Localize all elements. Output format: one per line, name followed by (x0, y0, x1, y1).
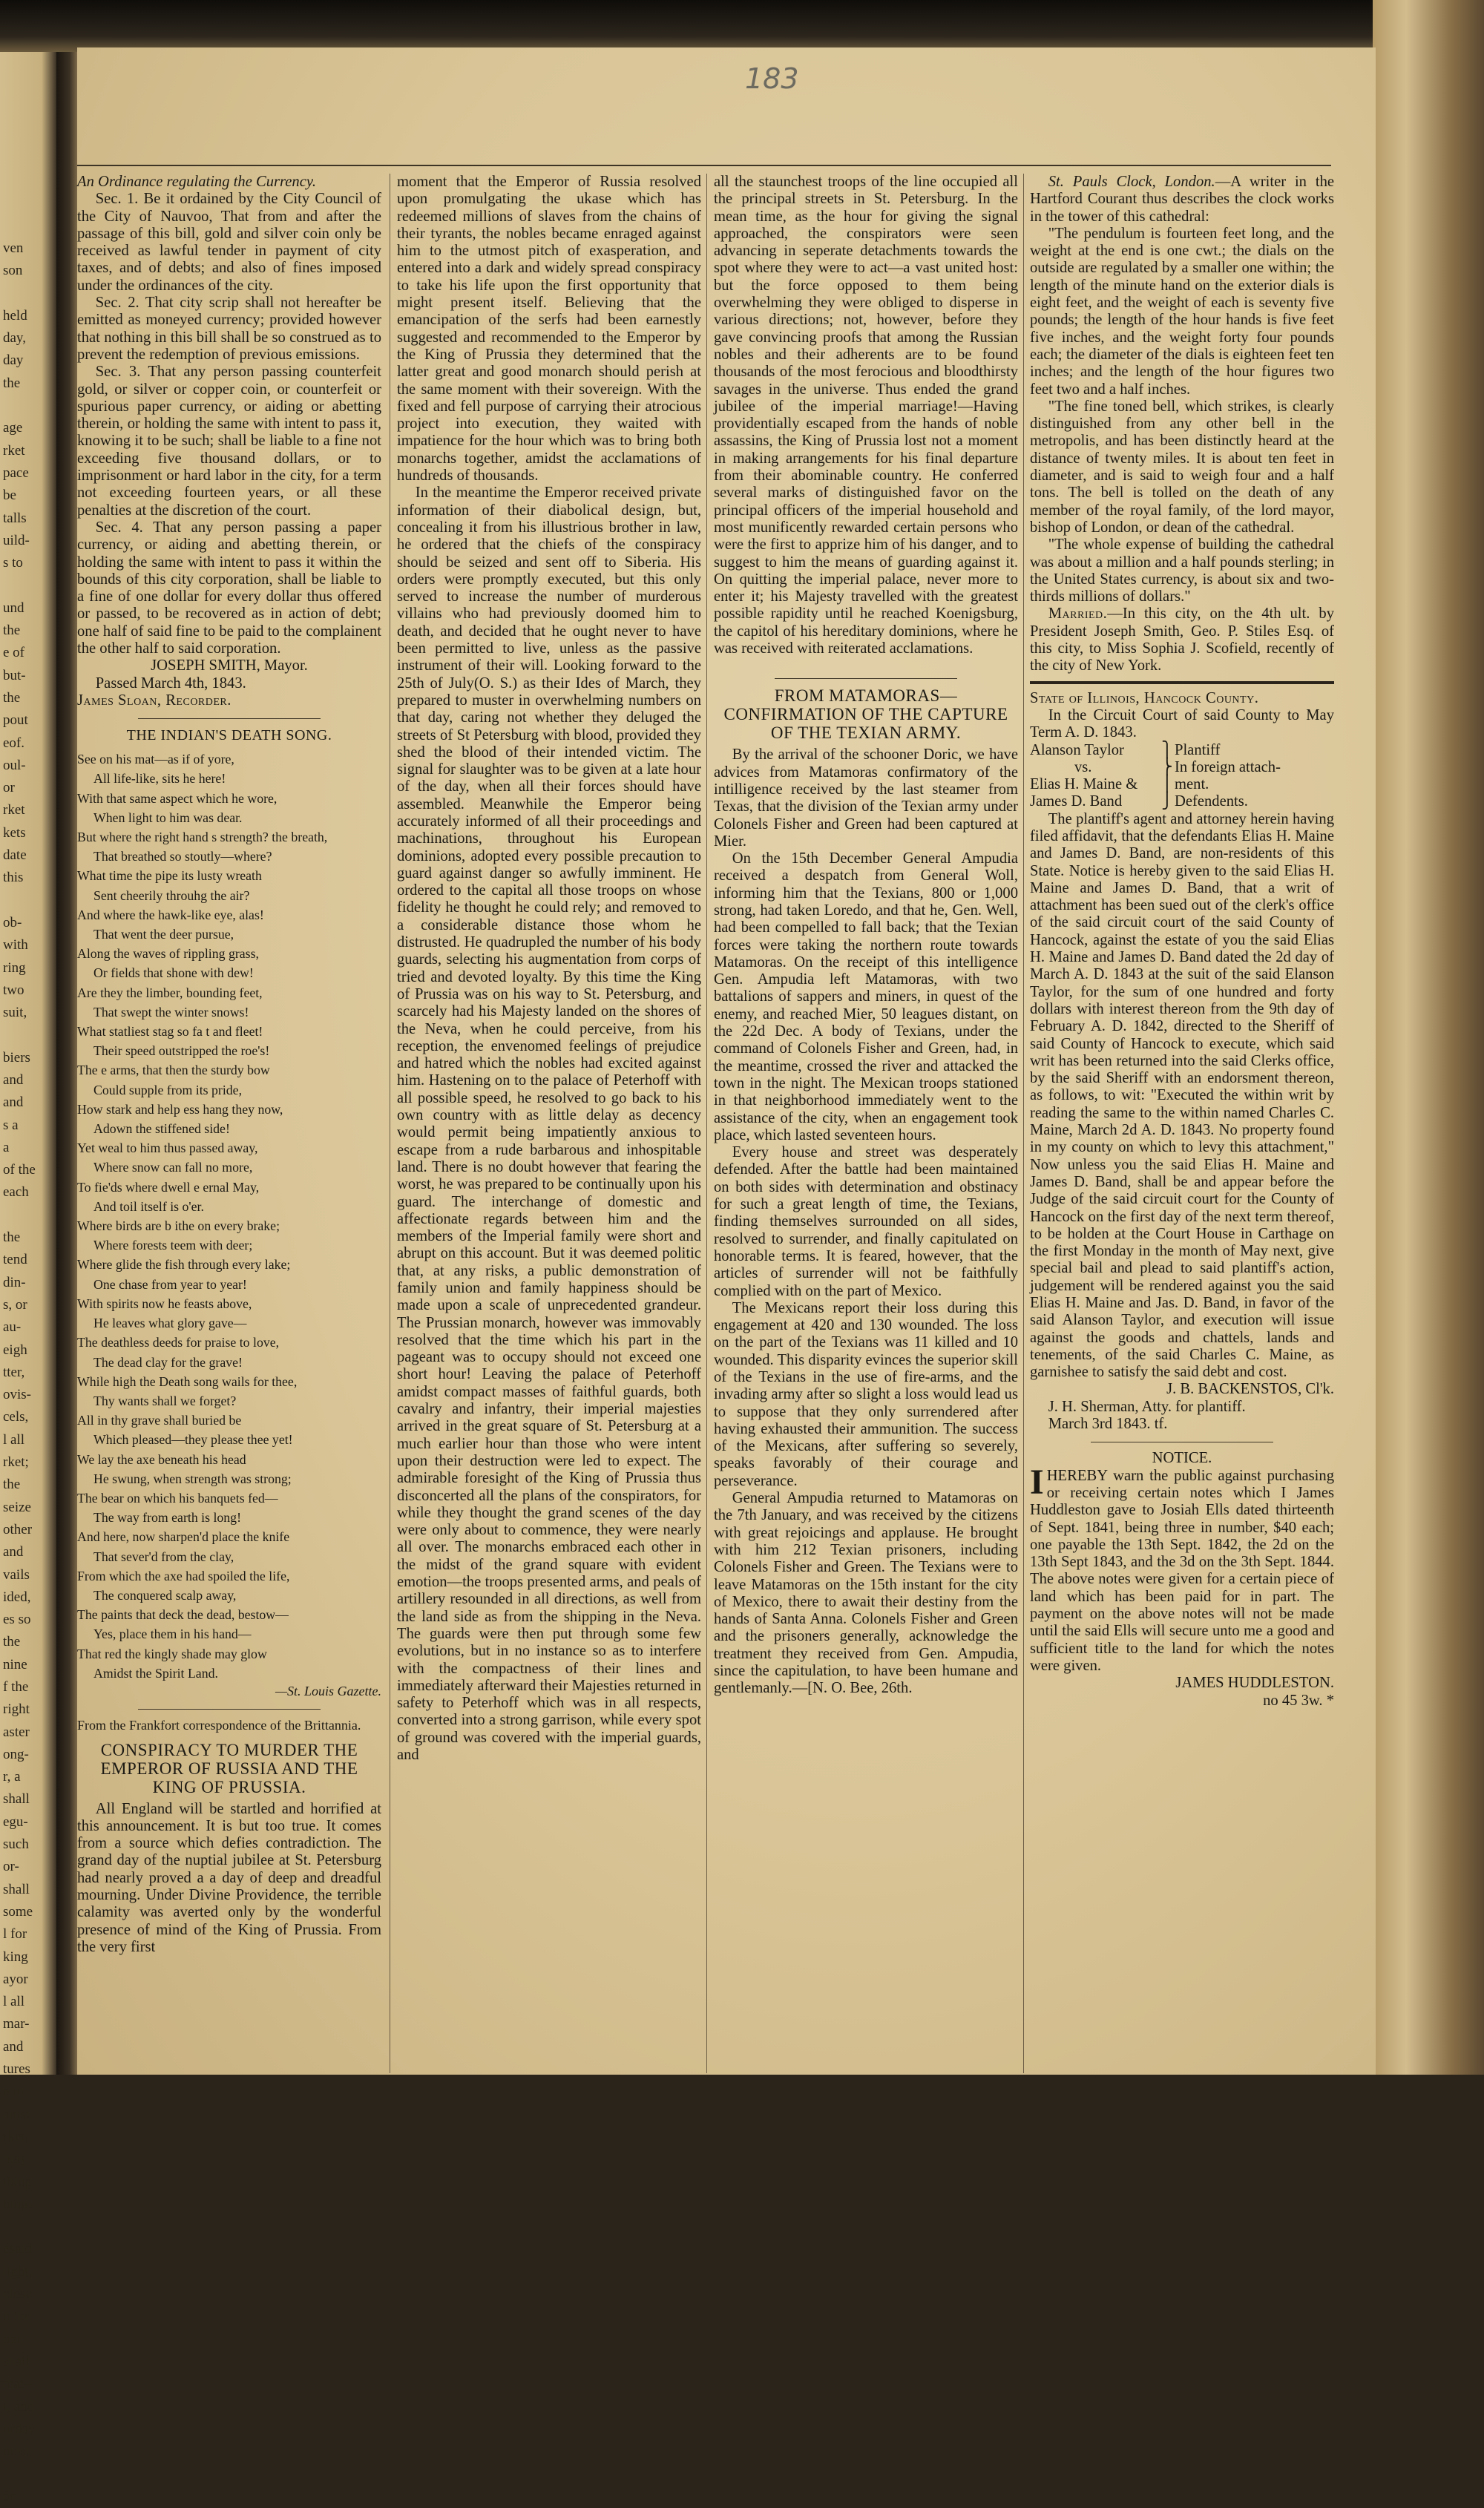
clock-intro-text: —A writer in the Hartford Courant thus describes the clock works in the tower of this cathedral: (1030, 174, 1335, 225)
poem-line: Where snow can fall no more, (93, 1160, 253, 1175)
marriage-notice (1030, 605, 1334, 674)
poem-line: He swung, when strength was strong; (93, 1471, 292, 1486)
conspiracy-body: All England will be startled and horrified at this announcement. It is but too true. It comes from a source which defies contradiction. The grand day of the nuptial jubilee at St. Petersburg had nearly proved a a day of deep and dreadful mourning. Under Divine Providence, the terrible calamity was averted only by the wonderful presence of mind of the King of Prussia. From the very first (77, 1800, 381, 1955)
poem-line: The e arms, that then the sturdy bow (77, 1063, 270, 1078)
notice-body (1030, 1462, 1334, 1675)
clock-article-intro (1030, 174, 1334, 226)
clock-paragraph-4: "The whole expense of building the cathedral was about a million and a half pounds sterling; in the United States currency, is about six and two-thirds millions of dollars." (1030, 536, 1334, 605)
poem-line: But where the right hand s strength? the breath, (77, 830, 328, 845)
ordinance-section-3: Sec. 3. That any person passing counterfeit gold, or silver or copper coin, or counterfeit or spurious paper currency, or aiding or abetting therein, or holding the same with intent to pass it, knowing it to be such; shall be liable to a fine not exceeding five thousand dollars, or to imprisonment or hard labor in the city, for a term not exceeding fourteen years, or all these penalties at the discretion of the court. (77, 364, 381, 519)
poem-line: All in thy grave shall buried be (77, 1413, 242, 1428)
clock-paragraph-3: "The fine toned bell, which strikes, is clearly distinguished from any other bell in the metropolis, and has been distinctly heard at the distance of twenty miles. It is about ten feet in diameter, and is said to weigh four and a half tons. The bell is tolled on the death of any member of the royal family, of the lord mayor, bishop of London, or dean of the cathedral. (1030, 398, 1334, 536)
poem-line: The way from earth is long! (93, 1510, 241, 1526)
poem-line: That sever'd from the clay, (93, 1549, 234, 1564)
poem-line: Their speed outstripped the roe's! (93, 1043, 270, 1059)
role-defendants: Defendents. (1175, 793, 1248, 810)
poem-line: And here, now sharpen'd place the knife (77, 1529, 290, 1545)
page-number: 183 (745, 62, 799, 95)
clock-lead: St. Pauls Clock, London. (1048, 174, 1215, 190)
conspiracy-headline: CONSPIRACY TO MURDER THE EMPEROR OF RUSSIA AND THE KING OF PRUSSIA. (100, 1740, 358, 1796)
binding-top-edge (0, 0, 1484, 52)
separator (138, 718, 321, 719)
legal-court: In the Circuit Court of said County to May Term A. D. 1843. (1030, 706, 1334, 741)
poem-source: —St. Louis Gazette. (275, 1683, 381, 1698)
notice-text: HEREBY warn the public against purchasing or receiving certain notes which I James Huddleston gave to Josiah Ells dated thirteenth of Sept. 1841, being three in number, $40 each; one payable the 13th Sept. 1842, the 2d on the 13th Sept 1843, and the 3d on the 3th Sept. 1844. The above notes were given for a certain piece of land which has been paid for in part. The payment on the above notes will not be made until the said Ells will secure unto me a good and sufficient title to the land for which the notes were given. (1030, 1467, 1334, 1674)
book-gutter (56, 52, 79, 2075)
poem-line: That swept the winter snows! (93, 1004, 249, 1020)
poem-line: Adown the stiffened side! (93, 1121, 230, 1137)
notice-issue: no 45 3w. * (1263, 1692, 1334, 1709)
poem-line: Sent cheerily throuhg the air? (93, 887, 250, 903)
poem-line: And toil itself is o'er. (93, 1198, 204, 1214)
thick-separator (1030, 681, 1334, 684)
role-attachment: In foreign attach- (1175, 758, 1281, 775)
matamoras-paragraph-1: By the arrival of the schooner Doric, we have advices from Matamoras confirmatory of the intilligence received by the last steamer from Texas, that the division of the Texian army under Colonels Fisher and Green had been captured at Mier. (714, 746, 1018, 850)
matamoras-paragraph-4: The Mexicans report their loss during this engagement at 420 and 130 wounded. The loss on the part of the Texians was 11 killed and 10 wounded. This disparity evinces the superior skill of the Texians in the use of fire-arms, and the invading army after so slight a loss would lead us to suppose that they only surrendered after having exhausted their ammunition. The success of the Mexicans, after suffering so severely, speaks favorably of their courage and perseverance. (714, 1299, 1018, 1489)
clock-paragraph-2: "The pendulum is fourteen feet long, and the weight at the end is one cwt.; the dials on the outside are regulated by a smaller one within; the length of the minute hand on the exterior dials is eight feet, and the weight of each is seventy five pounds; the length of the hour hands is five feet five inches, and the weight forty four pounds each; the diameter of the dials is eighteen feet ten inches; and the length of the hour figures two feet two and a half inches. (1030, 225, 1334, 398)
separator (775, 678, 957, 679)
notice-dropcap: I (1030, 1462, 1044, 1502)
separator (138, 1709, 321, 1710)
poem-line: The paints that deck the dead, bestow— (77, 1607, 289, 1623)
poem-line: With spirits now he feasts above, (77, 1296, 252, 1311)
ordinance-section-1: Sec. 1. Be it ordained by the City Council of the City of Nauvoo, That from and after the passage of this bill, gold and silver coin only be received as lawful tender in payment of city taxes, and of debts; and also of fines imposed under the ordinances of the city. (77, 191, 381, 294)
poem-line: We lay the axe beneath his head (77, 1451, 246, 1467)
poem-line: Could supple from its pride, (93, 1082, 243, 1097)
poem-lines (77, 749, 381, 1683)
ordinance-passed: Passed March 4th, 1843. (95, 674, 246, 692)
poem-line: With that same aspect which he wore, (77, 790, 278, 806)
role-ment: ment. (1175, 776, 1209, 793)
column-rule (1023, 174, 1024, 2073)
poem-line: The dead clay for the grave! (93, 1354, 243, 1370)
poem-line: The conquered scalp away, (93, 1587, 237, 1603)
poem-line: The bear on which his banquets fed— (77, 1490, 278, 1506)
poem-line: That breathed so stoutly—where? (93, 849, 272, 864)
party-defendant-1: Elias H. Maine & (1030, 776, 1138, 793)
poem-line: Where birds are b ithe on every brake; (77, 1218, 280, 1234)
left-facing-page (0, 52, 59, 2504)
conspiracy-intro: From the Frankfort correspondence of the Brittannia. (77, 1718, 361, 1733)
married-lead: Married. (1048, 605, 1108, 623)
poem-line: That red the kingly shade may glow (77, 1646, 267, 1661)
poem-line: Where glide the fish through every lake; (77, 1257, 291, 1273)
poem-line: How stark and help ess hang they now, (77, 1101, 283, 1117)
poem-line: What time the pipe its lusty wreath (77, 868, 262, 884)
header-rule (77, 165, 1331, 166)
ordinance-signer: JOSEPH SMITH, Mayor. (151, 657, 308, 674)
column-2 (397, 174, 701, 1764)
poem-line: Yet weal to him thus passed away, (77, 1140, 258, 1156)
legal-parties: Alanson Taylor vs. Elias H. Maine & James D. Band ⎫ ⎬ ⎪ ⎭ Plantiff In foreign attach- ment. Defendents. (1030, 741, 1281, 810)
poem-line: To fie'ds where dwell e ernal May, (77, 1179, 260, 1195)
legal-body: The plantiff's agent and attorney herein having filed affidavit, that the defendants Elias H. Maine and James D. Band, are non-residents of this State. Notice is hereby given to the said Elias H. Maine and James D. Band, that a writ of attachment has been sued out of the clerk's office of the said circuit court of the said County of Hancock, against the estate of you the said Elias H. Maine and James D. Band dated the 2d day of March A. D. 1843 at the suit of the said Elanson Taylor, for the sum of one hundred and forty dollars with interest thereon from the 9th day of February A. D. 1842, directed to the Sheriff of said County of Hancock to execute, which said writ has been returned into the said Clerks office, by the said Sheriff with an endorsment thereon, as follows, to wit: "Executed the within writ by reading the same to the within named Charles C. Maine, March 2d A. D. 1843. No property found in my county on which to levy this attachment," Now unless you the said Elias H. Maine and James D. Band, shall be and appear before the Judge of the said circuit court for the County of Hancock on the first day of the next term thereof, to be holden at the Court House in Carthage on the first Monday in the month of May next, give special bail and plead to said plantiff's action, judgement will be rendered against you the said Elias H. Maine and Jas. D. Band, in favor of the said Alanson Taylor, and execution will issue against the goods and chattels, lands and tenements, of the said Charles C. Maine, as garnishee to satisfy the said debt and cost. (1030, 810, 1334, 1381)
ordinance-recorder: James Sloan, Recorder. (77, 692, 232, 709)
binding-right-edge (1373, 0, 1484, 2075)
poem-line: When light to him was dear. (93, 810, 243, 825)
poem-line: He leaves what glory gave— (93, 1316, 247, 1331)
legal-heading: State of Illinois, Hancock County. (1030, 689, 1259, 706)
poem-line: All life-like, sits he here! (93, 771, 226, 787)
ordinance-section-2: Sec. 2. That city scrip shall not hereafter be emitted as moneyed currency; provided however that nothing in this bill shall be so construed as to prevent the redemption of previous emissions. (77, 295, 381, 363)
poem-title: THE INDIAN'S DEATH SONG. (126, 727, 332, 744)
poem-line: Amidst the Spirit Land. (93, 1665, 218, 1681)
conspiracy-continued-1: moment that the Emperor of Russia resolved upon promulgating the ukase which has redeemed millions of slaves from the chains of their tyrants, the nobles became enraged against him to the utmost pitch of exasperation, and entered into a dark and widely spread conspiracy to take his life upon the first opportunity that might present itself. Believing that the emancipation of the serfs had been earnestly suggested and recommended to the Emperor by the King of Prussia they determined that the latter great and good monarch should perish at the same moment with their sovereign. With the fixed and fell purpose of carrying their atrocious project into execution, they waited with impatience for the hour which was to bring both monarchs together, amidst the acclamations of hundreds of thousands. (397, 174, 701, 485)
matamoras-paragraph-3: Every house and street was desperately defended. After the battle had been maintained on both sides with determination and obstinacy for such a great length of time, the Texians, finding themselves surrounded on all sides, resolved to surrender, and finally capitulated on honorable terms. It is feared, however, that the articles of surrender will not be faithfully complied with on the part of Mexico. (714, 1144, 1018, 1299)
poem-line: From which the axe had spoiled the life, (77, 1568, 290, 1583)
column-1 (77, 174, 381, 1956)
party-plaintiff: Alanson Taylor (1030, 741, 1124, 758)
poem-line: The deathless deeds for praise to love, (77, 1335, 280, 1350)
conspiracy-conclusion: all the staunchest troops of the line occupied all the principal streets in St. Petersburg. In the mean time, as the hour for giving the signal approached, the conspirators were seen advancing in seperate detachments towards the spot where they were to act—a vast united host: but the force opposed to them being overwhelming they were obliged to disperse in various directions; not, however, before they gave convincing proofs that among the Russian nobles and their adherents are to be found thousands of the most ferocious and bloodthirsty savages in the universe. Thus ended the grand jubilee of the imperial marriage!—Having providentially escaped from the hands of noble assassins, the King of Prussia lost not a moment in making arrangements for his final departure from their abominable country. He conferred several marks of distinguished favor on the principal officers of the imperial household and most munificently rewarded certain persons who were the first to apprize him of his danger, and to suggest to him the means of guarding against it. On quitting the imperial palace, never more to enter it; his Majesty travelled with the greatest possible rapidity until he reached Koenigsburg, the capitol of his hereditary dominions, where he was received with reiterated acclamations. (714, 174, 1018, 657)
legal-clerk: J. B. BACKENSTOS, Cl'k. (1166, 1381, 1334, 1398)
poem-line: While high the Death song wails for thee, (77, 1373, 298, 1389)
conspiracy-continued-2: In the meantime the Emperor received private information of their diabolical design, but, concealing it from his illustrious brother in law, he ordered that the chiefs of the conspiracy should be seized and sent off to Siberia. His orders were promptly executed, but this only served to increase the number of murderous villains who had previously doomed him to death, and decided that he ought never to have been permitted to live, unless as the passive instrument of their will. Looking forward to the 25th of July(O. S.) as their Ides of March, they prepared to muster in overwhelming numbers on that day, caring not whether they deluged the streets of St Petersburg with blood, provided they shed the blood of their intended victim. The signal for slaughter was to be given at a late hour of the day, when all their forces should have assembled. Meanwhile the Emperor being accurately informed of all their proceedings and machinations, throughout his European dominions, adopted every possible precaution to guard against danger so awfully imminent. He ordered to the capital all those troops on whose fidelity he thought he could rely; and removed to a considerable distance those whom he distrusted. He quadrupled the number of his body guards, selecting his augmentation from corps of tried and devoted loyalty. By this time the King of Prussia was on his way to St. Petersburg, and scarcely had his Majesty landed on the shores of the Neva, when he could perceive, from his reception, the envenomed feelings of prejudice and hatred which the nobles had excited against him. Hastening on to the palace of Peterhoff with all possible speed, he resolved to go back to his own country with as little delay as decency would permit being impatiently anxious to escape from a rude barbarous and inhospitable land. There is no doubt however that fearing the worst, he was prepared to be continually upon his guard. The interchange of domestic and affectionate regards between him and the members of the Imperial family were short and abrupt on this account. But it was deemed politic that, at any risks, a public demonstration of family union and family happiness should be made upon a scale of unprecedented grandeur. The Prussian monarch, however was immovably resolved that the time which his part in the pageant was to occupy should not exceed one short hour! Leaving the palace of Peterhoff amidst compact masses of faithful guards, both cavalry and infantry, their imperial majesties arrived in the great square of St. Petersburg at a much earlier hour than those who were intent upon their destruction were led to expect. The admirable foresight of the King of Prussia thus disconcerted all the plans of the conspirators, for while they thought the grand scenes of the day were only about to commence, they were nearly all over. The monarchs embraced each other in the midst of the grand square with evident emotion—the troops presented arms, and peals of artillery resounded in all directions, as well from the land side as from the shipping in the Neva. The guards were then put through some few evolutions, but in no instance so as to interfere with the compactness of their lines and immediately afterward their Majesties returned in safety to Peterhoff which was in all respects, converted into a strong garrison, while every spot of ground was covered with the imperial guards, and (397, 485, 701, 1764)
legal-attorney: J. H. Sherman, Atty. for plantiff. (1048, 1398, 1246, 1415)
notice-signer: JAMES HUDDLESTON. (1175, 1675, 1334, 1692)
poem-line: And where the hawk-like eye, alas! (77, 907, 264, 922)
poem-line: Are they the limber, bounding feet, (77, 985, 263, 1000)
poem-line: Which pleased—they please thee yet! (93, 1432, 293, 1448)
matamoras-headline: FROM MATAMORAS—CONFIRMATION OF THE CAPTURE OF THE TEXIAN ARMY. (723, 686, 1008, 743)
poem-line: One chase from year to year! (93, 1276, 247, 1292)
poem-line: Along the waves of rippling grass, (77, 946, 259, 962)
ordinance-title: An Ordinance regulating the Currency. (77, 174, 317, 190)
poem-line: Where forests teem with deer; (93, 1238, 253, 1253)
married-text: —In this city, on the 4th ult. by President Joseph Smith, Geo. P. Stiles Esq. of this city, to Miss Sophia J. Scofield, recently of the city of New York. (1030, 605, 1334, 674)
left-page-fragments: ven son held day, day the age rket pace be talls uild- s to und the e of but- the pout eof. oul- or rket kets date this ob- with ring two suit, biers and and s a a of the each the tend din- s, or au- eigh tter, ovis- cels, l all rket; the seize other and vails ided, es so the nine f the right aster ong- r, a shall egu- such or- shall some l for king ayor l all mar- and tures e in- ainst rket, may thing hings esaid light, close n the mar- shall mar- t, and urday ntest or. (3, 240, 36, 2504)
column-4 (1030, 174, 1334, 1710)
poem-line: Or fields that shone with dew! (93, 965, 254, 981)
poem-line: See on his mat—as if of yore, (77, 752, 234, 767)
column-3 (714, 174, 1018, 1698)
poem-line: What statliest stag so fa t and fleet! (77, 1024, 263, 1040)
legal-date: March 3rd 1843. tf. (1048, 1416, 1168, 1433)
poem-line: Yes, place them in his hand— (93, 1626, 252, 1642)
notice-title: NOTICE. (1152, 1450, 1212, 1467)
party-vs: vs. (1074, 758, 1092, 775)
party-defendant-2: James D. Band (1030, 793, 1123, 810)
ordinance-section-4: Sec. 4. That any person passing a paper currency, or aiding and abetting therein, or holding the same with intent to pass it within the bounds of this city corporation, shall be liable to a fine of one dollar for every dollar thus offered or passed, to be recovered as in action of debt; one half of said fine to be paid to the complainent the other half to said corporation. (77, 519, 381, 657)
poem-line: Thy wants shall we forget? (93, 1393, 237, 1408)
matamoras-paragraph-5: General Ampudia returned to Matamoras on the 7th January, and was received by the citizens with great rejoicings and applause. He brought with him 212 Texian prisoners, including Colonels Fisher and Green. The Texians were to leave Matamoras on the 15th instant for the city of Mexico, there to await their destiny from the hands of Santa Anna. Colonels Fisher and Green and the prisoners generally, acknowledge the treatment they received from Gen. Ampudia, since the capitulation, to have been humane and gentlemanly.—[N. O. Bee, 26th. (714, 1490, 1018, 1697)
poem-line: That went the deer pursue, (93, 927, 234, 942)
newspaper-page (77, 47, 1376, 2075)
matamoras-paragraph-2: On the 15th December General Ampudia received a despatch from General Woll, informing him that the Texians, 800 or 1,000 strong, had taken Loredo, and that he, Gen. Well, had been compelled to fall back; that the Texian forces were taking the northern route towards Matamoras. On the receipt of this intelligence Gen. Ampudia left Matamoras, with two battalions of sappers and miners, in quest of the enemy, and reached Mier, 50 leagues distant, on the 22d Dec. A body of Texians, under the command of Colonels Fisher and Green, had, in the meantime, crossed the river and attacked the town in the night. The Mexican troops stationed in that neighborhood immediately went to the assistance of the city, when an engagement took place, which lasted seventeen hours. (714, 850, 1018, 1143)
role-plaintiff: Plantiff (1175, 741, 1221, 758)
column-rule (706, 174, 707, 2073)
